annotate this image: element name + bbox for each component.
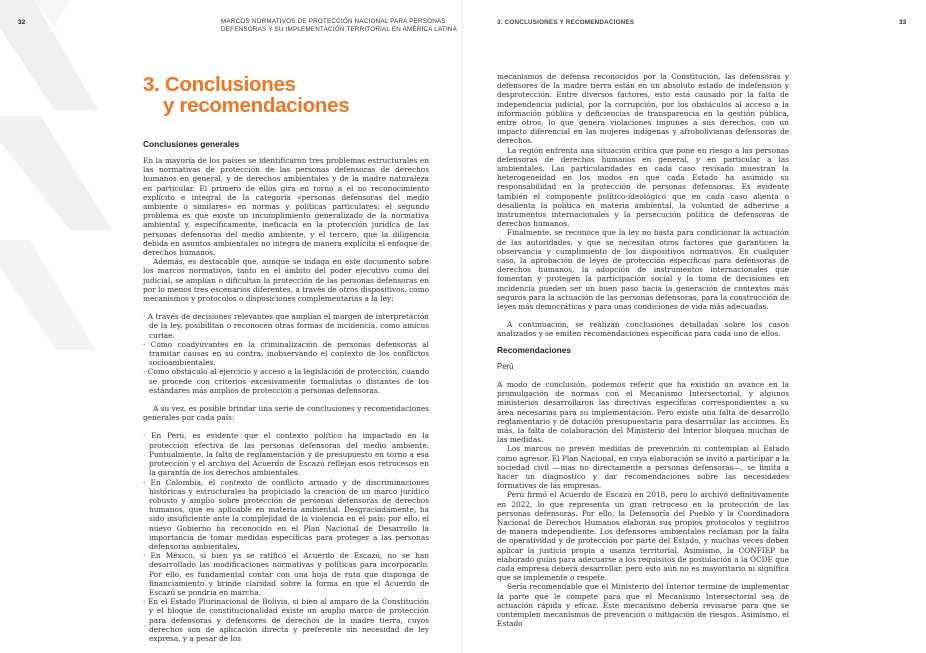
paragraph: mecanismos de defensa reconocidos por la Constitución, las defensoras y defensores de la madre tierra están en un absoluto estado de indefensión y desprotección. Entre diversos factores, esto está causado por la falta de independencia judicial, por la corrupción, por los obstáculos al acceso a la información pública y deficiencias de transparencia en la gestión pública, entre otros, lo que genera violaciones impunes a sus derechos, con un impacto diferencial en las mujeres indígenas y afrobolivianas defensoras de derechos.: [497, 72, 789, 146]
chapter-title: [143, 74, 349, 116]
list-item: · Como obstáculo al ejercicio y acceso a la legislación de protección, cuando se procede con criterios excesivamente formalistas o distantes de los estándares más amplios de protección a personas defensoras.: [143, 367, 429, 395]
paragraph: En la mayoría de los países se identificaron tres problemas estructurales en las normativas de protección de las personas defensoras de derechos humanos en general, y de derechos ambientales y de la madre naturaleza en particular. El primero de ellos gira en torno a el no reconocimiento explícito e integral de la categoría «personas defensoras del medio ambiente o similares» en normas y políticas particulares; el segundo problema es que existe un incumplimiento generalizado de la normativa ambiental y, específicamente, ineficacia en la protección jurídica de las personas defensoras del medio ambiente, y el tercero, que la diligencia debida en asuntos ambientales no integra de manera explícita el enfoque de derechos humanos.: [143, 156, 429, 258]
right-page: [463, 0, 926, 653]
paragraph: Sería recomendable que el Ministerio del Interior termine de implementar la parte que le compete para que el Mecanismo Intersectorial sea de actuación rápida y eficaz. Este mecanismo debería revisarse para que se contemplen mecanismos de prevención o mitigación de riesgos. Asimismo, el Estado: [497, 582, 789, 629]
list-item: · En Colombia, el contexto de conflicto armado y de discriminaciones históricas y estructurales ha propiciado la creación de un marco jurídico robusto y amplio sobre protección de personas defensoras de derechos humanos, que es aplicable en materia ambiental. Desgraciadamente, ha sido insuficiente ante la complejidad de la violencia en el país; por ello, el nuevo Gobierno ha reconocido en el Plan Nacional de Desarrollo la importancia de tomar medidas específicas para proteger a las personas defensoras ambientales.: [143, 477, 430, 551]
list-item: · En Perú, es evidente que el contexto político ha impactado en la protección efectiva de las personas defensoras del medio ambiente. Puntualmente, la falta de reglamentación y de presupuesto en torno a esa protección y el archivo del Acuerdo de Escazú reflejan esos retrocesos en la garantía de los derechos ambientales.: [143, 431, 429, 478]
paragraph: La región enfrenta una situación crítica que pone en riesgo a las personas defensoras de derechos humanos en general, y en particular a las ambientales. Las particularidades en cada caso revisado muestran la heterogeneidad en los modos en que cada Estado ha asumido su responsabilidad en la protección de personas defensoras. Es evidente también el componente político-ideológico que en cada caso alienta o desalienta la política en materia ambiental, la voluntad de adherirse a instrumentos internacionales y la persecución política de defensoras de derechos humanos.: [497, 145, 789, 229]
paragraph: A su vez, es posible brindar una serie de conclusiones y recomendaciones generales por cada país:: [143, 404, 429, 423]
paragraph: Además, es destacable que, aunque se indaga en este documento sobre los marcos normativos, tanto en el ámbito del poder ejecutivo como del judicial, se amplían o dificultan la protección de las personas defensoras en por lo menos tres escenarios diferentes, a través de otros dispositivos, como mecanismos y protocolos o disposiciones complementarias a la ley:: [143, 257, 429, 304]
section-heading-conclusiones: Conclusiones generales: [143, 139, 240, 149]
right-body-text-peru: [497, 380, 789, 628]
list-item: · A través de decisiones relevantes que amplían el margen de interpretación de la ley, posibilitan o reconocen otras formas de incidencia, como amicus curiae.: [143, 312, 429, 340]
bullet-list-countries: [143, 431, 429, 643]
running-head-right: 3. CONCLUSIONES Y RECOMENDACIONES: [497, 19, 635, 26]
paragraph: Los marcos no prevén medidas de prevención ni contemplan al Estado como agresor. El Plan Nacional, en cuya elaboración se invitó a participar a la sociedad civil —mas no directamente a personas defensoras—, se limita a hacer un diagnóstico y dar recomendaciones sobre las necesidades formativas de las empresas.: [497, 444, 789, 491]
right-body-text: [497, 72, 789, 339]
paragraph: A continuación, se realizan conclusiones detalladas sobre los casos analizados y se emiten recomendaciones específicas para cada uno de ellos.: [497, 320, 789, 339]
paragraph: Perú firmó el Acuerdo de Escazú en 2018, pero lo archivó definitivamente en 2022, lo que representa un gran retroceso en la protección de las personas defensoras. Por ello, la Defensoría del Pueblo y la Coordinadora Nacional de Derechos Humanos elaboran sus propios protocolos y registros de manera independiente. Los defensores ambientales reclaman por la falta de operatividad y de protección por parte del Estado, y muchas veces deben aplicar la justicia propia a usanza territorial. Asimismo, la CONFIEP ha elaborado guías para adecuarse a los requisitos de postulación a la OCDE que cada empresa deberá desarrollar, pero esto aún no es mayoritario ni significa que se implemente o respete.: [497, 490, 789, 583]
paragraph: A modo de conclusión, podemos referir que ha existido un avance en la promulgación de normas con el Mecanismo Intersectorial, y algunos ministerios desarrollaron las directivas específicas correspondientes a su área necesarias para su implementación. Pero existe una falta de desarrollo reglamentario y de dotación presupuestaria para desarrollar las acciones. Es más, la falta de colaboración del Ministerio del Interior bloquea muchas de las medidas.: [497, 380, 789, 445]
section-heading-recomendaciones: Recomendaciones: [497, 345, 572, 355]
paragraph: Finalmente, se reconoce que la ley no basta para condicionar la actuación de las autoridades, y que se necesitan otros factores que garanticen la observancia y cumplimiento de los dispositivos normativos. En cualquier caso, la aprobación de leyes de protección específicas para defensoras de derechos humanos, la adopción de instrumentos internacionales que fomentan y protegen la participación social y la toma de decisiones en incidencia pueden ser un buen paso hacia la generación de contextos más seguros para la actuación de las personas defensoras, para la construcción de leyes más democráticas y para unas condiciones de vida más adecuadas.: [497, 228, 789, 312]
bullet-list-scenarios: [143, 312, 429, 395]
decorative-chevron-graphic: [0, 0, 140, 400]
page-number-right: 33: [899, 19, 907, 26]
chapter-title-line1: 3. Conclusiones: [143, 73, 296, 96]
page-number-left: 32: [18, 19, 26, 26]
left-body-text: [143, 156, 429, 643]
list-item: · En el Estado Plurinacional de Bolivia, si bien al amparo de la Constitución y el bloque de constitucionalidad existe un amplio marco de protección para defensoras y defensores de derechos de la madre tierra, cuyos derechos son de aplicación directa y preferente sin necesidad de ley expresa, y a pesar de los: [143, 597, 429, 643]
list-item: · Como coadyuvantes en la criminalización de personas defensoras al tramitar causas en su contra, inobservando el contexto de los conflictos socioambientales.: [143, 339, 429, 368]
chapter-title-line2: y recomendaciones: [163, 94, 350, 117]
list-item: · En México, si bien ya se ratificó el Acuerdo de Escazú, no se han desarrollado las modificaciones normativas y políticas para incorporarlo. Por ello, es fundamental contar con una hoja de ruta que disponga de financiamiento y brinde claridad sobre la forma en que el Acuerdo de Escazú se pondría en marcha.: [143, 551, 429, 597]
subheading-peru: Perú: [497, 362, 514, 371]
running-head-left: MARCOS NORMATIVOS DE PROTECCIÓN NACIONAL PARA PERSONAS DEFENSORAS Y SU IMPLEMENTACIÓN TERRITORIAL EN AMÉRICA LATINA: [221, 18, 458, 33]
